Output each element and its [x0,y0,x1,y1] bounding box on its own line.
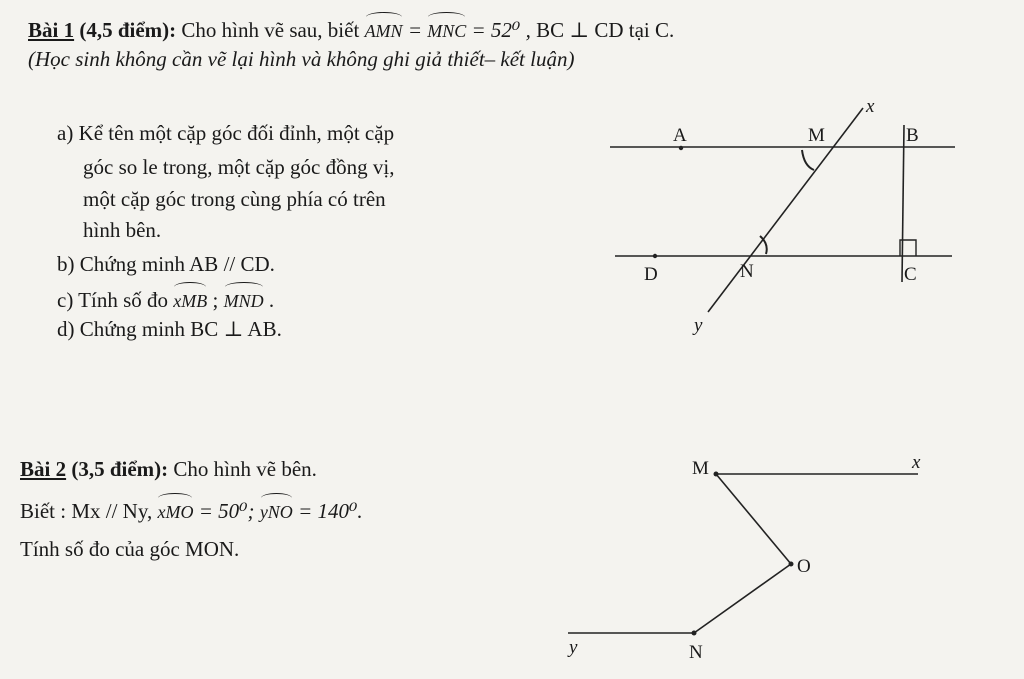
item-c-end: . [268,288,275,312]
label-b: B [906,125,919,146]
perp-statement: BC ⊥ CD tại C. [536,18,675,42]
angle-xmo: xMO [157,493,193,525]
bai2-title-line [20,456,317,482]
figure-1 [600,90,980,350]
bai2-task: Tính số đo của góc MON. [20,537,240,561]
label-y: y [694,315,703,336]
point-m [714,472,719,477]
angle-value: = 52⁰ , [471,18,531,42]
item-a-line2: góc so le trong, một cặp góc đồng vị, [83,155,395,179]
bai2-given-prefix: Biết : Mx // Ny, [20,499,153,523]
angle-amn: AMN [365,12,403,44]
line-bc [902,125,904,282]
transversal-xy [708,108,863,312]
label-n: N [740,261,754,282]
bai2-val2: = 140⁰. [298,499,363,523]
label-c: C [904,264,917,285]
point-o [789,562,794,567]
figure-2 [560,450,960,670]
item-b: b) Chứng minh AB // CD. [57,252,275,276]
label-x: x [866,96,875,117]
label-o: O [797,556,811,577]
angle-yno: yNO [260,493,293,525]
item-c [57,282,274,314]
item-c-prefix: c) Tính số đo [57,288,169,312]
item-a-line1: a) Kể tên một cặp góc đối đỉnh, một cặp [57,121,395,145]
point-d [653,254,657,258]
bai2-heading: Bài 2 [20,457,67,481]
bai1-intro: Cho hình vẽ sau, biết [181,18,360,42]
bai1-heading: Bài 1 [28,18,75,42]
angle-arc-n [760,236,767,254]
angle-xmb: xMB [173,282,207,314]
bai2-given [20,493,363,525]
label-y2: y [569,637,578,658]
label-a: A [673,125,687,146]
point-a [679,146,683,150]
bai1-points: (4,5 điểm): [79,18,177,42]
label-m: M [808,125,825,146]
label-n2: N [689,642,703,663]
angle-arc-m [802,150,814,170]
item-d: d) Chứng minh BC ⊥ AB. [57,317,282,341]
point-n [692,631,697,636]
eq-sign: = [407,18,422,42]
item-a-line4: hình bên. [83,218,162,242]
bai2-points: (3,5 điểm): [71,457,169,481]
item-c-sep: ; [212,288,219,312]
angle-mnc: MNC [427,12,466,44]
bai2-val1: = 50⁰; [198,499,255,523]
bai1-note: (Học sinh không cần vẽ lại hình và không ghi giả thiết– kết luận) [28,47,575,71]
segment-mo [716,474,791,564]
label-x2: x [912,452,921,473]
label-m2: M [692,458,709,479]
label-d: D [644,264,658,285]
angle-mnd: MND [224,282,264,314]
bai1-title-line [28,12,674,44]
bai2-intro: Cho hình vẽ bên. [173,457,317,481]
segment-on [694,564,791,633]
item-a-line3: một cặp góc trong cùng phía có trên [83,187,386,211]
